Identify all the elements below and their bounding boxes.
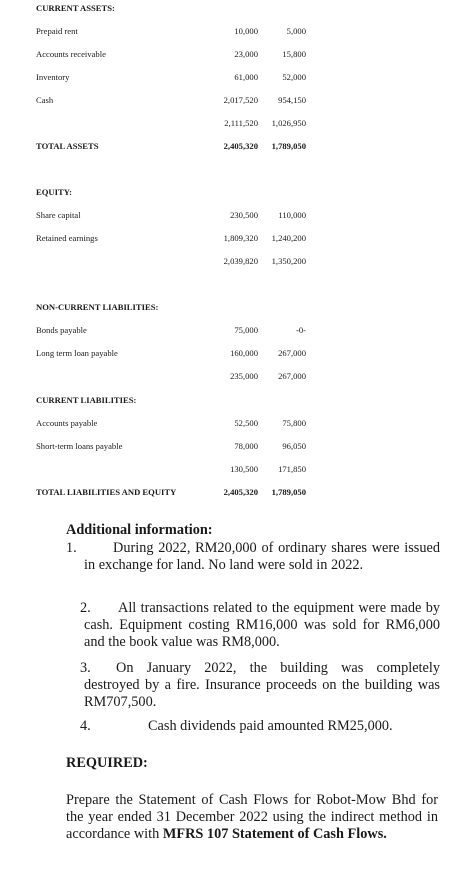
row-label: Prepaid rent: [36, 26, 78, 36]
value-2021: -0-: [295, 325, 306, 335]
value-2021: 96,050: [282, 441, 306, 451]
item-text: During 2022, RM20,000 of ordinary shares were issued in exchange for land. No land were sold in 2022.: [84, 540, 440, 573]
total-le-2021: 1,789,050: [271, 487, 306, 497]
required-standard: MFRS 107 Statement of Cash Flows.: [162, 826, 387, 842]
row-label: Cash: [36, 95, 54, 105]
row-label: Short-term loans payable: [36, 441, 123, 451]
value-2022: 10,000: [234, 26, 258, 36]
ncl-heading: NON-CURRENT LIABILITIES:: [36, 302, 159, 312]
value-2022: 2,017,520: [223, 95, 258, 105]
subtotal-2022: 235,000: [230, 371, 258, 381]
value-2021: 5,000: [286, 26, 306, 36]
item-number: 3.: [80, 660, 91, 676]
total-assets-2021: 1,789,050: [271, 141, 306, 151]
value-2022: 78,000: [234, 441, 258, 451]
row-label: Inventory: [36, 72, 70, 82]
value-2022: 1,809,320: [223, 233, 258, 243]
equity-heading: EQUITY:: [36, 187, 72, 197]
required-title: REQUIRED:: [66, 755, 148, 771]
value-2021: 52,000: [282, 72, 306, 82]
value-2021: 267,000: [278, 348, 306, 358]
value-2021: 954,150: [278, 95, 306, 105]
subtotal-2021: 171,850: [278, 464, 306, 474]
value-2022: 230,500: [230, 210, 258, 220]
item-number: 2.: [80, 600, 91, 616]
row-label: Bonds payable: [36, 325, 87, 335]
value-2021: 15,800: [282, 49, 306, 59]
value-2022: 52,500: [234, 418, 258, 428]
total-le-label: TOTAL LIABILITIES AND EQUITY: [36, 487, 177, 497]
subtotal-2021: 1,026,950: [271, 118, 306, 128]
item-text: All transactions related to the equipment were made by cash. Equipment costing RM16,000 was sold for RM6,000 and the book value was RM8,000.: [84, 600, 440, 650]
required-text: [66, 792, 438, 843]
subtotal-2021: 1,350,200: [271, 256, 306, 266]
subtotal-2022: 130,500: [230, 464, 258, 474]
row-label: Share capital: [36, 210, 81, 220]
total-le-2022: 2,405,320: [223, 487, 258, 497]
current-assets-heading: CURRENT ASSETS:: [36, 3, 115, 13]
value-2022: 75,000: [234, 325, 258, 335]
value-2022: 160,000: [230, 348, 258, 358]
item-text: On January 2022, the building was completely destroyed by a fire. Insurance proceeds on the building was RM707,500.: [84, 660, 440, 710]
subtotal-2022: 2,039,820: [223, 256, 258, 266]
required-body: Prepare the Statement of Cash Flows for Robot-Mow Bhd for the year ended 31 December 2022 using the indirect method in accordance with: [66, 792, 438, 842]
total-assets-label: TOTAL ASSETS: [36, 141, 99, 151]
value-2021: 110,000: [278, 210, 306, 220]
row-label: Accounts receivable: [36, 49, 106, 59]
additional-info-title: Additional information:: [66, 522, 213, 538]
value-2022: 61,000: [234, 72, 258, 82]
row-label: Retained earnings: [36, 233, 98, 243]
value-2021: 75,800: [282, 418, 306, 428]
subtotal-2021: 267,000: [278, 371, 306, 381]
item-number: 1.: [66, 540, 77, 556]
cl-heading: CURRENT LIABILITIES:: [36, 395, 137, 405]
item-number: 4.: [80, 718, 91, 734]
subtotal-2022: 2,111,520: [224, 118, 258, 128]
value-2022: 23,000: [234, 49, 258, 59]
total-assets-2022: 2,405,320: [223, 141, 258, 151]
value-2021: 1,240,200: [271, 233, 306, 243]
row-label: Accounts payable: [36, 418, 98, 428]
row-label: Long term loan payable: [36, 348, 118, 358]
item-text: Cash dividends paid amounted RM25,000.: [148, 718, 393, 734]
